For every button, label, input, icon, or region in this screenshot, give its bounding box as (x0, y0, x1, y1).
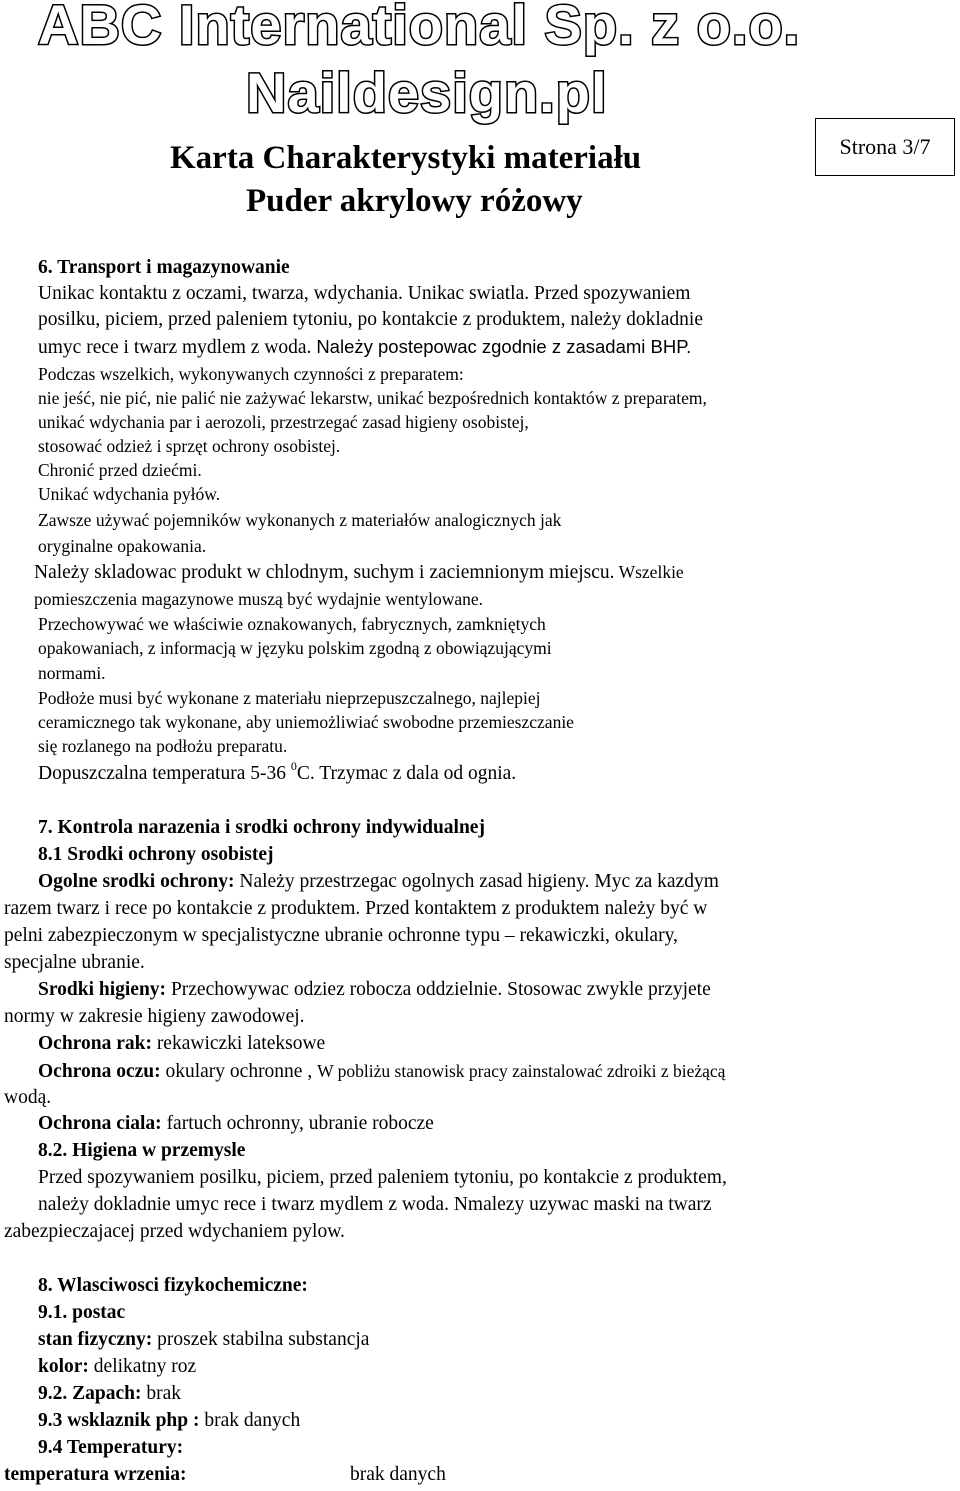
paragraph-line (38, 1112, 434, 1136)
text-run: Wszelkie (614, 562, 684, 582)
section-7-heading: 7. Kontrola narazenia i srodki ochrony indywidualnej (38, 817, 485, 838)
section-6-line: Przechowywać we właściwie oznakowanych, fabrycznych, zamkniętych (38, 614, 546, 634)
section-6-line: unikać wdychania par i aerozoli, przestrzegać zasad higieny osobistej, (38, 412, 529, 432)
text-run: rekawiczki lateksowe (151, 1033, 326, 1054)
property-row (38, 1355, 196, 1379)
field-label: 9.3 wsklaznik php : (38, 1410, 200, 1431)
section-8-heading: 8. Wlasciwosci fizykochemiczne: (38, 1275, 308, 1296)
paragraph-line (38, 978, 711, 1002)
paragraph-line (38, 1059, 725, 1084)
field-label: stan fizyczny: (38, 1329, 153, 1350)
section-6-line: stosować odzież i sprzęt ochrony osobistej. (38, 436, 341, 456)
field-label: Ochrona oczu: (38, 1061, 161, 1082)
subsection-heading: 9.4 Temperatury: (38, 1437, 184, 1458)
section-6-line: Unikać wdychania pyłów. (38, 484, 221, 504)
property-row (38, 1382, 181, 1406)
section-6-line: Unikac kontaktu z oczami, twarza, wdychania. Unikac swiatla. Przed spozywaniem (38, 283, 691, 304)
field-value: delikatny roz (88, 1356, 197, 1377)
paragraph-line: specjalne ubranie. (4, 952, 145, 973)
document-title: Karta Charakterystyki materiału (170, 140, 642, 176)
section-6-line: normami. (38, 663, 106, 683)
section-6-line: Podczas wszelkich, wykonywanych czynności z preparatem: (38, 364, 464, 384)
text-run: Należy przestrzegac ogolnych zasad higieny. Myc za kazdym (234, 871, 719, 892)
property-row (38, 1409, 300, 1433)
text-run: okulary ochronne , (160, 1061, 318, 1082)
text-run: Należy skladowac produkt w chlodnym, suchym i zaciemnionym miejscu. (34, 562, 615, 583)
brand-name: Naildesign.pl (246, 61, 608, 124)
subsection-heading: 8.2. Higiena w przemysle (38, 1140, 246, 1161)
paragraph-line: zabezpieczajacej przed wdychaniem pylow. (4, 1221, 345, 1242)
superscript: 0 (290, 759, 297, 773)
paragraph-line (38, 870, 719, 894)
text-run: fartuch ochronny, ubranie robocze (161, 1113, 434, 1134)
section-6-line: ceramicznego tak wykonane, aby uniemożliwiać swobodne przemieszczanie (38, 712, 574, 732)
section-6-line (34, 560, 684, 585)
section-6-line: opakowaniach, z informacją w języku polskim zgodną z obowiązującymi (38, 638, 552, 658)
section-6-line: posilku, piciem, przed paleniem tytoniu, po kontakcie z produktem, należy dokladnie (38, 309, 703, 330)
section-6-line: oryginalne opakowania. (38, 536, 207, 556)
field-label: Ochrona ciala: (38, 1113, 162, 1134)
paragraph-line: należy dokladnie umyc rece i twarz mydlem z woda. Nmalezy uzywac maski na twarz (38, 1194, 712, 1215)
section-6-heading: 6. Transport i magazynowanie (38, 257, 290, 278)
company-name: ABC International Sp. z o.o. (38, 0, 801, 56)
text-run: umyc rece i twarz mydlem z woda. (38, 337, 317, 358)
field-value: brak danych (199, 1410, 301, 1431)
section-6-line: Chronić przed dziećmi. (38, 460, 202, 480)
subsection-heading: 8.1 Srodki ochrony osobistej (38, 844, 274, 865)
field-label: kolor: (38, 1356, 89, 1377)
paragraph-line: pelni zabezpieczonym w specjalistyczne ubranie ochronne typu – rekawiczki, okulary, (4, 925, 678, 946)
paragraph-line: Przed spozywaniem posilku, piciem, przed paleniem tytoniu, po kontakcie z produktem, (38, 1167, 727, 1188)
field-label: 9.2. Zapach: (38, 1383, 142, 1404)
section-6-line (38, 759, 517, 786)
section-6-line (38, 335, 691, 360)
text-run: Należy postepowac zgodnie z zasadami BHP. (316, 336, 692, 357)
field-label: Ogolne srodki ochrony: (38, 871, 235, 892)
page-number-box (815, 118, 955, 176)
property-row (38, 1328, 369, 1352)
field-value: brak danych (350, 1464, 446, 1485)
section-6-line: Zawsze używać pojemników wykonanych z materiałów analogicznych jak (38, 510, 562, 530)
text-run: W pobliżu stanowisk pracy zainstalować zdroiki z bieżącą (317, 1061, 726, 1081)
text-run: Dopuszczalna temperatura 5-36 (38, 763, 291, 784)
text-run: Przechowywac odziez robocza oddzielnie. Stosowac zwykle przyjete (166, 979, 711, 1000)
product-name: Puder akrylowy różowy (246, 183, 583, 219)
section-6-line: pomieszczenia magazynowe muszą być wydajnie wentylowane. (34, 589, 483, 609)
field-value: proszek stabilna substancja (152, 1329, 370, 1350)
section-6-line: nie jeść, nie pić, nie palić nie zażywać lekarstw, unikać bezpośrednich kontaktów z preparatem, (38, 388, 707, 408)
paragraph-line: wodą. (4, 1087, 52, 1108)
paragraph-line: normy w zakresie higieny zawodowej. (4, 1006, 305, 1027)
page-number: Strona 3/7 (839, 134, 931, 159)
paragraph-line: razem twarz i rece po kontakcie z produktem. Przed kontaktem z produktem należy być w (4, 898, 708, 919)
section-6-line: Podłoże musi być wykonane z materiału nieprzepuszczalnego, najlepiej (38, 688, 541, 708)
text-run: C. Trzymac z dala od ognia. (296, 763, 517, 784)
section-6-line: się rozlanego na podłożu preparatu. (38, 736, 288, 756)
paragraph-line (38, 1032, 325, 1056)
field-label: temperatura wrzenia: (4, 1464, 187, 1485)
subsection-heading: 9.1. postac (38, 1302, 126, 1323)
field-label: Srodki higieny: (38, 979, 167, 1000)
field-label: Ochrona rak: (38, 1033, 152, 1054)
field-value: brak (141, 1383, 182, 1404)
